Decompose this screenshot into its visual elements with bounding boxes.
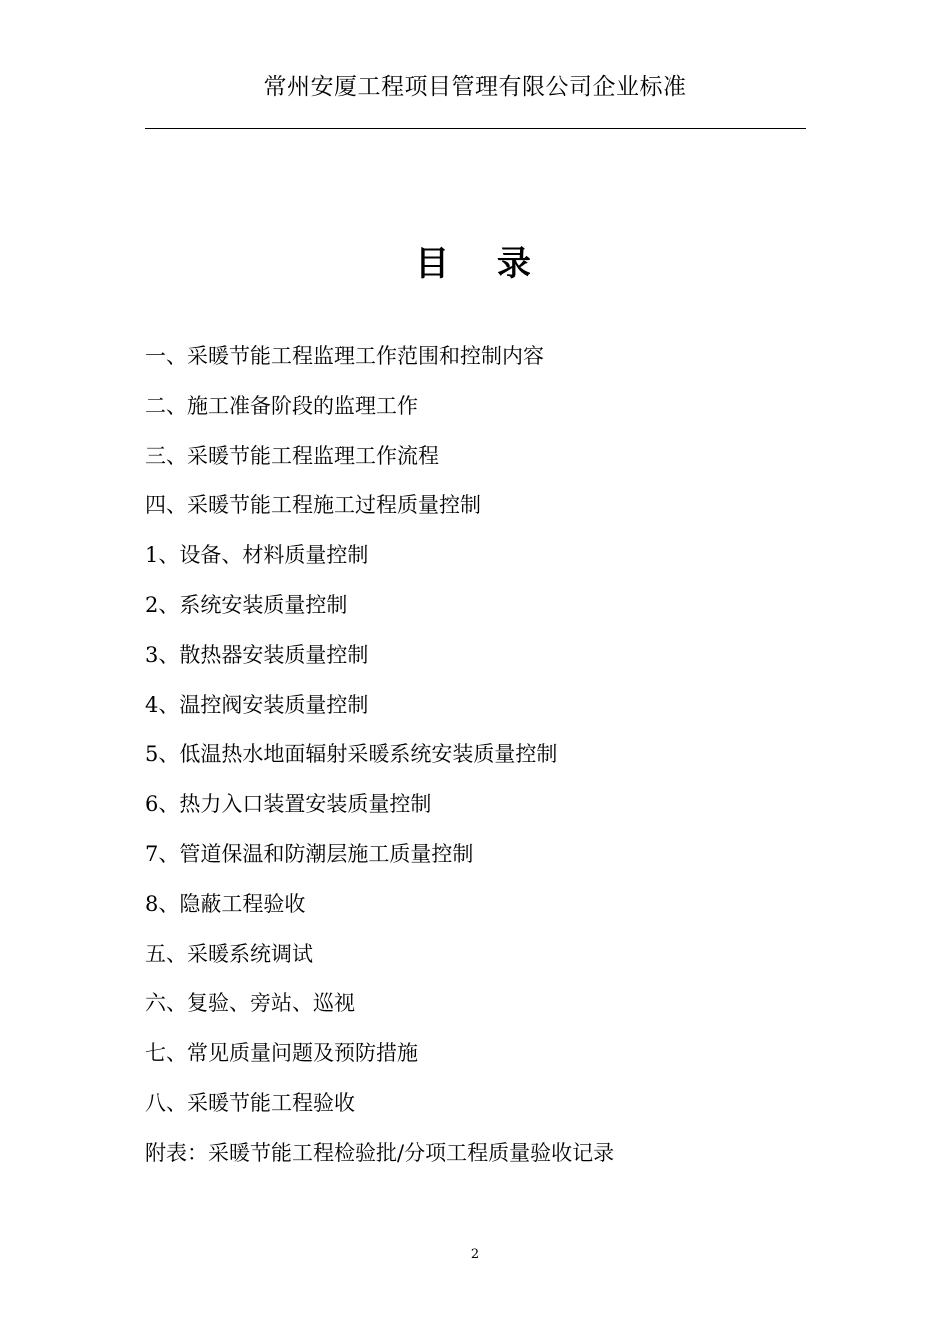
toc-item-4: 四、采暖节能工程施工过程质量控制	[145, 493, 481, 518]
toc-item-4-7: 7、管道保温和防潮层施工质量控制	[145, 841, 474, 866]
toc-item-1: 一、采暖节能工程监理工作范围和控制内容	[145, 344, 544, 368]
toc-title: 目 录	[415, 244, 549, 284]
toc-item-4-5: 5、低温热水地面辐射采暖系统安装质量控制	[145, 742, 558, 767]
toc-item-4-2: 2、系统安装质量控制	[145, 592, 348, 617]
toc-item-3: 三、采暖节能工程监理工作流程	[145, 443, 439, 468]
page-number: 2	[470, 1247, 480, 1262]
toc-item-5: 五、采暖系统调试	[145, 941, 313, 966]
toc-item-6: 六、复验、旁站、巡视	[145, 991, 355, 1016]
toc-item-4-3: 3、散热器安装质量控制	[145, 642, 369, 667]
toc-item-4-6: 6、热力入口装置安装质量控制	[145, 792, 432, 817]
company-standard-header: 常州安厦工程项目管理有限公司企业标准	[263, 74, 687, 100]
toc-item-4-4: 4、温控阀安装质量控制	[145, 692, 369, 717]
header-divider	[145, 128, 806, 129]
toc-item-4-8: 8、隐蔽工程验收	[145, 891, 306, 916]
toc-list	[145, 338, 825, 1185]
toc-item-appendix: 附表：采暖节能工程检验批/分项工程质量验收记录	[145, 1140, 615, 1165]
toc-item-7: 七、常见质量问题及预防措施	[145, 1041, 418, 1066]
toc-item-4-1: 1、设备、材料质量控制	[145, 543, 369, 568]
toc-item-2: 二、施工准备阶段的监理工作	[145, 393, 418, 418]
toc-item-8: 八、采暖节能工程验收	[145, 1090, 355, 1115]
